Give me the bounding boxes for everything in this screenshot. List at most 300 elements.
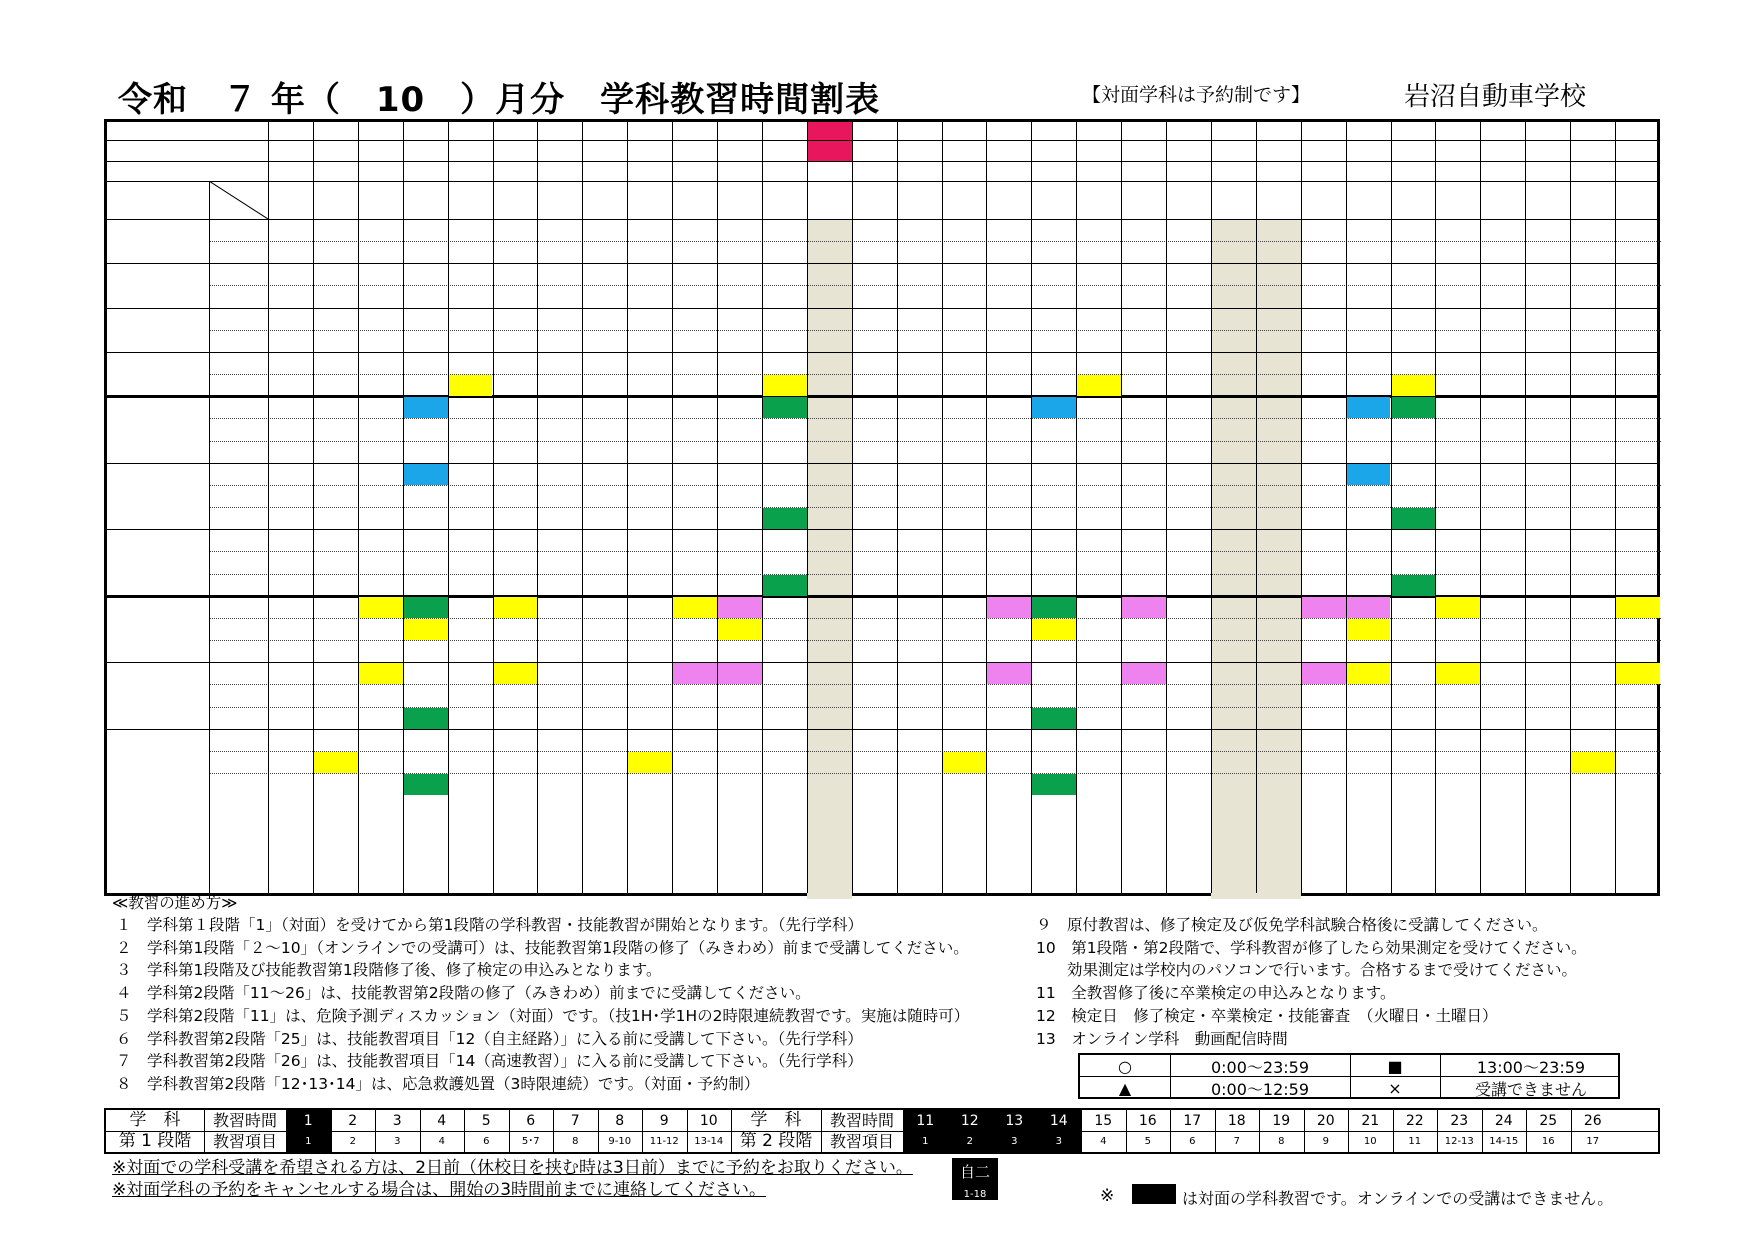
schedule-cell — [404, 774, 448, 795]
stage1-hour: 2 — [348, 1112, 358, 1129]
schedule-cell — [1616, 597, 1660, 618]
block-divider — [107, 529, 1657, 530]
stage2-item: 4 — [1100, 1135, 1107, 1147]
schedule-cell — [763, 508, 807, 529]
schedule-cell — [404, 708, 448, 729]
stage2-hour: 22 — [1405, 1112, 1424, 1129]
stage2-hour: 14 — [1037, 1110, 1082, 1131]
day-number — [1076, 122, 1121, 140]
hours-label: 教習時間 — [212, 1110, 277, 1130]
column-line — [1121, 122, 1122, 893]
room-label — [209, 574, 268, 596]
room-label — [209, 618, 268, 640]
video-status — [1031, 161, 1076, 181]
room-label — [209, 507, 268, 529]
column-line — [582, 122, 583, 893]
stage2-hour: 11 — [903, 1110, 948, 1131]
day-number — [358, 122, 403, 140]
video-status — [1480, 161, 1525, 181]
column-line — [1525, 122, 1526, 893]
column-line — [1435, 122, 1436, 893]
block-divider — [107, 352, 1657, 353]
instruction-item: ６ 学科教習第2段階「25」は、技能教習項目「12（自主経路）」に入る前に受講して下さい。（先行学科） — [116, 1029, 863, 1048]
video-status — [268, 161, 313, 181]
stage2-item: 11 — [1408, 1135, 1422, 1147]
weekday — [762, 140, 807, 161]
items-label-2: 教習項目 — [829, 1131, 894, 1151]
day-number — [672, 122, 717, 140]
stage1-label: 学 科 — [129, 1110, 181, 1130]
stage2-hour: 13 — [992, 1110, 1037, 1131]
day-number — [313, 122, 358, 140]
schedule-cell — [1122, 597, 1166, 618]
row-divider — [209, 441, 1661, 442]
room-label — [209, 263, 268, 285]
schedule-cell — [1032, 774, 1076, 795]
exam-day-label — [852, 181, 897, 219]
stage1-item: 11-12 — [649, 1135, 679, 1147]
table-divider — [1304, 1110, 1305, 1152]
hours-label-2: 教習時間 — [829, 1110, 894, 1130]
legend-symbol: × — [1388, 1078, 1402, 1098]
stage1-hour: 5 — [481, 1112, 491, 1129]
column-line — [268, 122, 269, 893]
instruction-item: 13 オンライン学科 動画配信時間 — [1036, 1029, 1288, 1048]
table-divider — [420, 1110, 421, 1152]
weekday — [942, 140, 987, 161]
schedule-cell — [314, 752, 358, 773]
instruction-item: 12 検定日 修了検定・卒業検定・技能審査 （火曜日・土曜日） — [1036, 1006, 1498, 1025]
row-divider — [209, 684, 1661, 685]
table-divider — [1081, 1110, 1082, 1152]
schedule-cell — [314, 619, 358, 640]
schedule-cell — [1347, 552, 1391, 573]
schedule-cell — [1392, 375, 1436, 396]
weekday — [852, 140, 897, 161]
schedule-cell — [1257, 486, 1301, 507]
legend-time: 0:00～23:59 — [1210, 1057, 1310, 1077]
schedule-cell — [987, 663, 1031, 684]
closed-day-column — [807, 219, 852, 899]
table-divider — [1571, 1110, 1572, 1152]
schedule-cell — [1032, 552, 1076, 573]
instruction-item: ３ 学科第1段階及び技能教習第1段階修了後、修了検定の申込みとなります。 — [116, 961, 662, 980]
stage2-item: 3 — [1037, 1131, 1082, 1152]
legend-symbol: ■ — [1387, 1056, 1403, 1076]
exam-day-label — [1346, 181, 1391, 219]
schedule-cell — [808, 486, 852, 507]
schedule-cell — [628, 619, 672, 640]
schedule-cell — [404, 486, 448, 507]
day-number — [897, 122, 942, 140]
column-line — [358, 122, 359, 893]
school-name: 岩沼自動車学校 — [1404, 82, 1587, 112]
schedule-cell — [673, 597, 717, 618]
column-line — [1166, 122, 1167, 893]
column-line — [717, 122, 718, 893]
legend-time: 受講できません — [1474, 1079, 1587, 1099]
exam-day-label — [717, 181, 762, 219]
instruction-item: 10 第1段階・第2段階で、学科教習が修了したら効果測定を受けてください。 — [1036, 938, 1587, 957]
video-status — [582, 161, 627, 181]
curriculum-table — [104, 1108, 1660, 1154]
schedule-cell — [1571, 752, 1615, 773]
row-divider — [209, 241, 1661, 242]
schedule-cell — [763, 375, 807, 396]
stage2-hour: 18 — [1227, 1112, 1246, 1129]
instruction-item: ４ 学科第2段階「11～26」は、技能教習第2段階の修了（みきわめ）前までに受講してください。 — [116, 984, 811, 1003]
table-divider — [1526, 1110, 1527, 1152]
column-line — [537, 122, 538, 893]
room-label — [209, 463, 268, 485]
room-label — [209, 374, 268, 396]
stage2-label: 学 科 — [750, 1110, 802, 1130]
stage2-hour: 24 — [1494, 1112, 1513, 1129]
schedule-cell — [808, 220, 852, 241]
table-divider — [731, 1110, 732, 1152]
stage1-hour: 4 — [437, 1112, 447, 1129]
weekday — [1391, 140, 1436, 161]
stage2-item: 6 — [1189, 1135, 1196, 1147]
stage2-item: 9 — [1322, 1135, 1329, 1147]
table-divider — [687, 1110, 688, 1152]
day-number — [986, 122, 1031, 140]
instruction-item: 11 全教習修了後に卒業検定の申込みとなります。 — [1036, 984, 1396, 1003]
stage1-item: 1 — [286, 1131, 331, 1152]
day-number — [403, 122, 448, 140]
exam-day-label — [1031, 181, 1076, 219]
table-divider — [331, 1110, 332, 1152]
schedule-cell — [718, 619, 762, 640]
schedule-cell — [1212, 220, 1256, 241]
room-label — [209, 352, 268, 374]
stage1-item: 3 — [394, 1135, 401, 1147]
stage2-item: 16 — [1541, 1135, 1555, 1147]
video-status — [852, 161, 897, 181]
weekday — [1435, 140, 1480, 161]
table-divider — [1215, 1110, 1216, 1152]
room-label — [209, 751, 268, 773]
exam-day-label — [1166, 181, 1211, 219]
stage2-hour: 26 — [1583, 1112, 1602, 1129]
schedule-cell — [449, 331, 493, 352]
video-status — [717, 161, 762, 181]
day-number — [1525, 122, 1570, 140]
day-number — [1256, 122, 1301, 140]
column-line — [897, 122, 898, 893]
schedule-cell — [494, 597, 538, 618]
schedule-cell — [1212, 486, 1256, 507]
exam-day-label — [537, 181, 582, 219]
video-status — [1525, 161, 1570, 181]
stage2-item: 2 — [948, 1131, 993, 1152]
table-divider — [553, 1110, 554, 1152]
schedule-cell — [1032, 397, 1076, 418]
video-status — [942, 161, 987, 181]
weekday — [1615, 140, 1660, 161]
room-label — [209, 596, 268, 618]
schedule-cell — [404, 552, 448, 573]
schedule-cell — [718, 486, 762, 507]
video-status — [1301, 161, 1346, 181]
stage1-hour: 9 — [659, 1112, 669, 1129]
schedule-cell — [763, 397, 807, 418]
day-number — [1301, 122, 1346, 140]
day-number — [1570, 122, 1615, 140]
day-number — [582, 122, 627, 140]
schedule-cell — [718, 663, 762, 684]
schedule-cell — [1032, 597, 1076, 618]
jini-box — [952, 1158, 998, 1200]
instructions-heading: ≪教習の進め方≫ — [112, 894, 238, 912]
stage1-hour: 3 — [392, 1112, 402, 1129]
video-label — [209, 161, 268, 181]
legend-time: 13:00～23:59 — [1476, 1057, 1586, 1077]
room-label — [209, 285, 268, 307]
video-legend — [1078, 1053, 1620, 1099]
room-label — [209, 418, 268, 440]
schedule-cell — [404, 619, 448, 640]
column-line — [493, 122, 494, 893]
schedule-cell — [943, 685, 987, 706]
video-status — [1166, 161, 1211, 181]
stage2-name: 第 2 段階 — [739, 1131, 813, 1151]
schedule-cell — [1257, 220, 1301, 241]
stage2-item: 1 — [903, 1131, 948, 1152]
table-divider — [1126, 1110, 1127, 1152]
stage1-hour: 1 — [286, 1110, 331, 1131]
black-legend-box — [1132, 1184, 1176, 1204]
table-divider — [821, 1110, 822, 1152]
schedule-cell — [763, 331, 807, 352]
day-number — [942, 122, 987, 140]
schedule-cell — [1212, 353, 1256, 374]
schedule-cell — [718, 552, 762, 573]
schedule-cell — [1302, 597, 1346, 618]
day-number — [627, 122, 672, 140]
stage1-item: 13-14 — [694, 1135, 724, 1147]
schedule-cell — [1347, 397, 1391, 418]
schedule-cell — [1392, 397, 1436, 418]
table-divider — [1259, 1110, 1260, 1152]
room-label — [209, 729, 268, 751]
weekday — [627, 140, 672, 161]
reservation-note-1: ※対面での学科受講を希望される方は、2日前（休校日を挟む時は3日前）までに予約をお取りください。 — [112, 1158, 913, 1178]
schedule-cell — [404, 597, 448, 618]
video-status — [1435, 161, 1480, 181]
day-number — [1615, 122, 1660, 140]
jini-label: 自二 — [959, 1163, 990, 1181]
weekday — [1121, 140, 1166, 161]
row-divider — [209, 374, 1661, 375]
weekday — [1301, 140, 1346, 161]
day-number — [268, 122, 313, 140]
table-divider — [1437, 1110, 1438, 1152]
schedule-cell — [628, 752, 672, 773]
block-divider — [107, 263, 1657, 264]
column-line — [1570, 122, 1571, 893]
room-label — [209, 396, 268, 418]
stage2-hour: 19 — [1272, 1112, 1291, 1129]
schedule-cell — [1436, 663, 1480, 684]
day-number — [1031, 122, 1076, 140]
room-label — [209, 330, 268, 352]
stage1-name: 第 1 段階 — [118, 1131, 192, 1151]
table-divider — [598, 1110, 599, 1152]
schedule-cell — [1077, 286, 1121, 307]
schedule-cell — [1347, 597, 1391, 618]
weekday — [897, 140, 942, 161]
schedule-cell — [1077, 331, 1121, 352]
table-divider — [509, 1110, 510, 1152]
closed-day-column — [1256, 219, 1301, 899]
schedule-cell — [1392, 286, 1436, 307]
video-status — [313, 161, 358, 181]
table-divider — [1037, 1110, 1038, 1152]
schedule-cell — [1436, 597, 1480, 618]
schedule-cell — [808, 353, 852, 374]
column-line — [627, 122, 628, 893]
schedule-cell — [1571, 685, 1615, 706]
schedule-cell — [1257, 353, 1301, 374]
day-number — [762, 122, 807, 140]
header-line — [107, 219, 1657, 220]
weekday — [717, 140, 762, 161]
video-status — [358, 161, 403, 181]
video-status — [1211, 161, 1256, 181]
schedule-cell — [1392, 508, 1436, 529]
video-status — [1391, 161, 1436, 181]
video-status — [986, 161, 1031, 181]
schedule-cell — [1347, 486, 1391, 507]
weekday — [1031, 140, 1076, 161]
exam-day-label — [403, 181, 448, 219]
instruction-item: １ 学科第１段階「1」（対面）を受けてから第1段階の学科教習・技能教習が開始となります。（先行学科） — [116, 916, 863, 934]
schedule-cell — [1122, 663, 1166, 684]
video-status — [897, 161, 942, 181]
table-divider — [1348, 1110, 1349, 1152]
day-number — [1121, 122, 1166, 140]
schedule-cell — [1392, 331, 1436, 352]
day-number — [852, 122, 897, 140]
room-label — [209, 662, 268, 684]
room-label — [209, 485, 268, 507]
room-label — [209, 441, 268, 463]
day-number — [1166, 122, 1211, 140]
stage2-hour: 23 — [1450, 1112, 1469, 1129]
table-divider — [948, 1110, 949, 1152]
day-number — [717, 122, 762, 140]
stage1-item: 8 — [572, 1135, 579, 1147]
room-label — [209, 640, 268, 662]
video-status — [493, 161, 538, 181]
weekday — [448, 140, 493, 161]
row-divider — [209, 574, 1661, 575]
stage2-hour: 12 — [948, 1110, 993, 1131]
jini-range: 1-18 — [963, 1189, 987, 1200]
weekday — [1346, 140, 1391, 161]
stage2-item: 17 — [1586, 1135, 1600, 1147]
cancel-note: ※対面学科の予約をキャンセルする場合は、開始の3時間前までに連絡してください。 — [112, 1180, 767, 1200]
exam-day-label — [1480, 181, 1525, 219]
table-divider — [375, 1110, 376, 1152]
video-status — [403, 161, 448, 181]
schedule-cell — [1392, 575, 1436, 596]
instruction-item: 効果測定は学校内のパソコンで行います。合格するまで受けてください。 — [1036, 961, 1577, 980]
table-divider — [1170, 1110, 1171, 1152]
legend-time: 0:00～12:59 — [1210, 1079, 1310, 1099]
schedule-cell — [673, 663, 717, 684]
stage2-item: 12-13 — [1444, 1135, 1474, 1147]
table-divider — [286, 1110, 287, 1152]
schedule-cell — [763, 286, 807, 307]
day-number — [537, 122, 582, 140]
instruction-item: ９ 原付教習は、修了検定及び仮免学科試験合格後に受講してください。 — [1036, 916, 1548, 934]
schedule-cell — [1347, 663, 1391, 684]
schedule-cell — [1302, 663, 1346, 684]
instruction-item: ５ 学科第2段階「11」は、危険予測ディスカッション（対面）です。（技1H･学1Hの2時限連続教習です。実施は随時可） — [116, 1006, 970, 1025]
day-number — [1346, 122, 1391, 140]
weekday — [493, 140, 538, 161]
page-title: 令和 ７ 年（ 10 ）月分 学科教習時間割表 — [118, 80, 881, 120]
room-label — [209, 241, 268, 263]
room-label — [209, 773, 268, 795]
block-divider — [107, 662, 1657, 663]
video-status — [1346, 161, 1391, 181]
day-number — [807, 122, 852, 140]
table-divider — [204, 1110, 205, 1152]
day-number — [1211, 122, 1256, 140]
jikan-label — [109, 200, 169, 218]
column-line — [1480, 122, 1481, 893]
stage2-hour: 20 — [1316, 1112, 1335, 1129]
stage2-item: 5 — [1144, 1135, 1151, 1147]
column-line — [986, 122, 987, 893]
row-divider — [209, 418, 1661, 419]
stage1-item: 5･7 — [521, 1135, 540, 1147]
column-line — [313, 122, 314, 893]
day-number — [1480, 122, 1525, 140]
stage2-hour: 21 — [1361, 1112, 1380, 1129]
weekday — [1076, 140, 1121, 161]
stage1-hour: 10 — [699, 1112, 718, 1129]
weekday — [1570, 140, 1615, 161]
schedule-cell — [1032, 486, 1076, 507]
stage2-item: 14-15 — [1489, 1135, 1519, 1147]
video-status — [1121, 161, 1166, 181]
stage1-item: 4 — [438, 1135, 445, 1147]
video-status — [807, 161, 852, 181]
video-status — [1076, 161, 1121, 181]
row-divider — [209, 640, 1661, 641]
column-line — [852, 122, 853, 893]
stage2-hour: 16 — [1138, 1112, 1157, 1129]
instruction-item: ２ 学科第1段階「２～10」（オンラインでの受講可）は、技能教習第1段階の修了（みきわめ）前まで受講してください。 — [116, 938, 969, 957]
stage2-hour: 15 — [1094, 1112, 1113, 1129]
footer-legend-text: は対面の学科教習です。オンラインでの受講はできません。 — [1182, 1189, 1614, 1208]
table-divider — [1482, 1110, 1483, 1152]
schedule-cell — [494, 663, 538, 684]
room-label — [209, 551, 268, 573]
stage1-hour: 7 — [570, 1112, 580, 1129]
table-divider — [1393, 1110, 1394, 1152]
block-divider — [107, 729, 1657, 730]
header-diagonal — [209, 181, 268, 219]
day-number — [1391, 122, 1436, 140]
schedule-cell — [943, 619, 987, 640]
items-label: 教習項目 — [212, 1131, 277, 1151]
table-divider — [106, 1131, 1658, 1132]
